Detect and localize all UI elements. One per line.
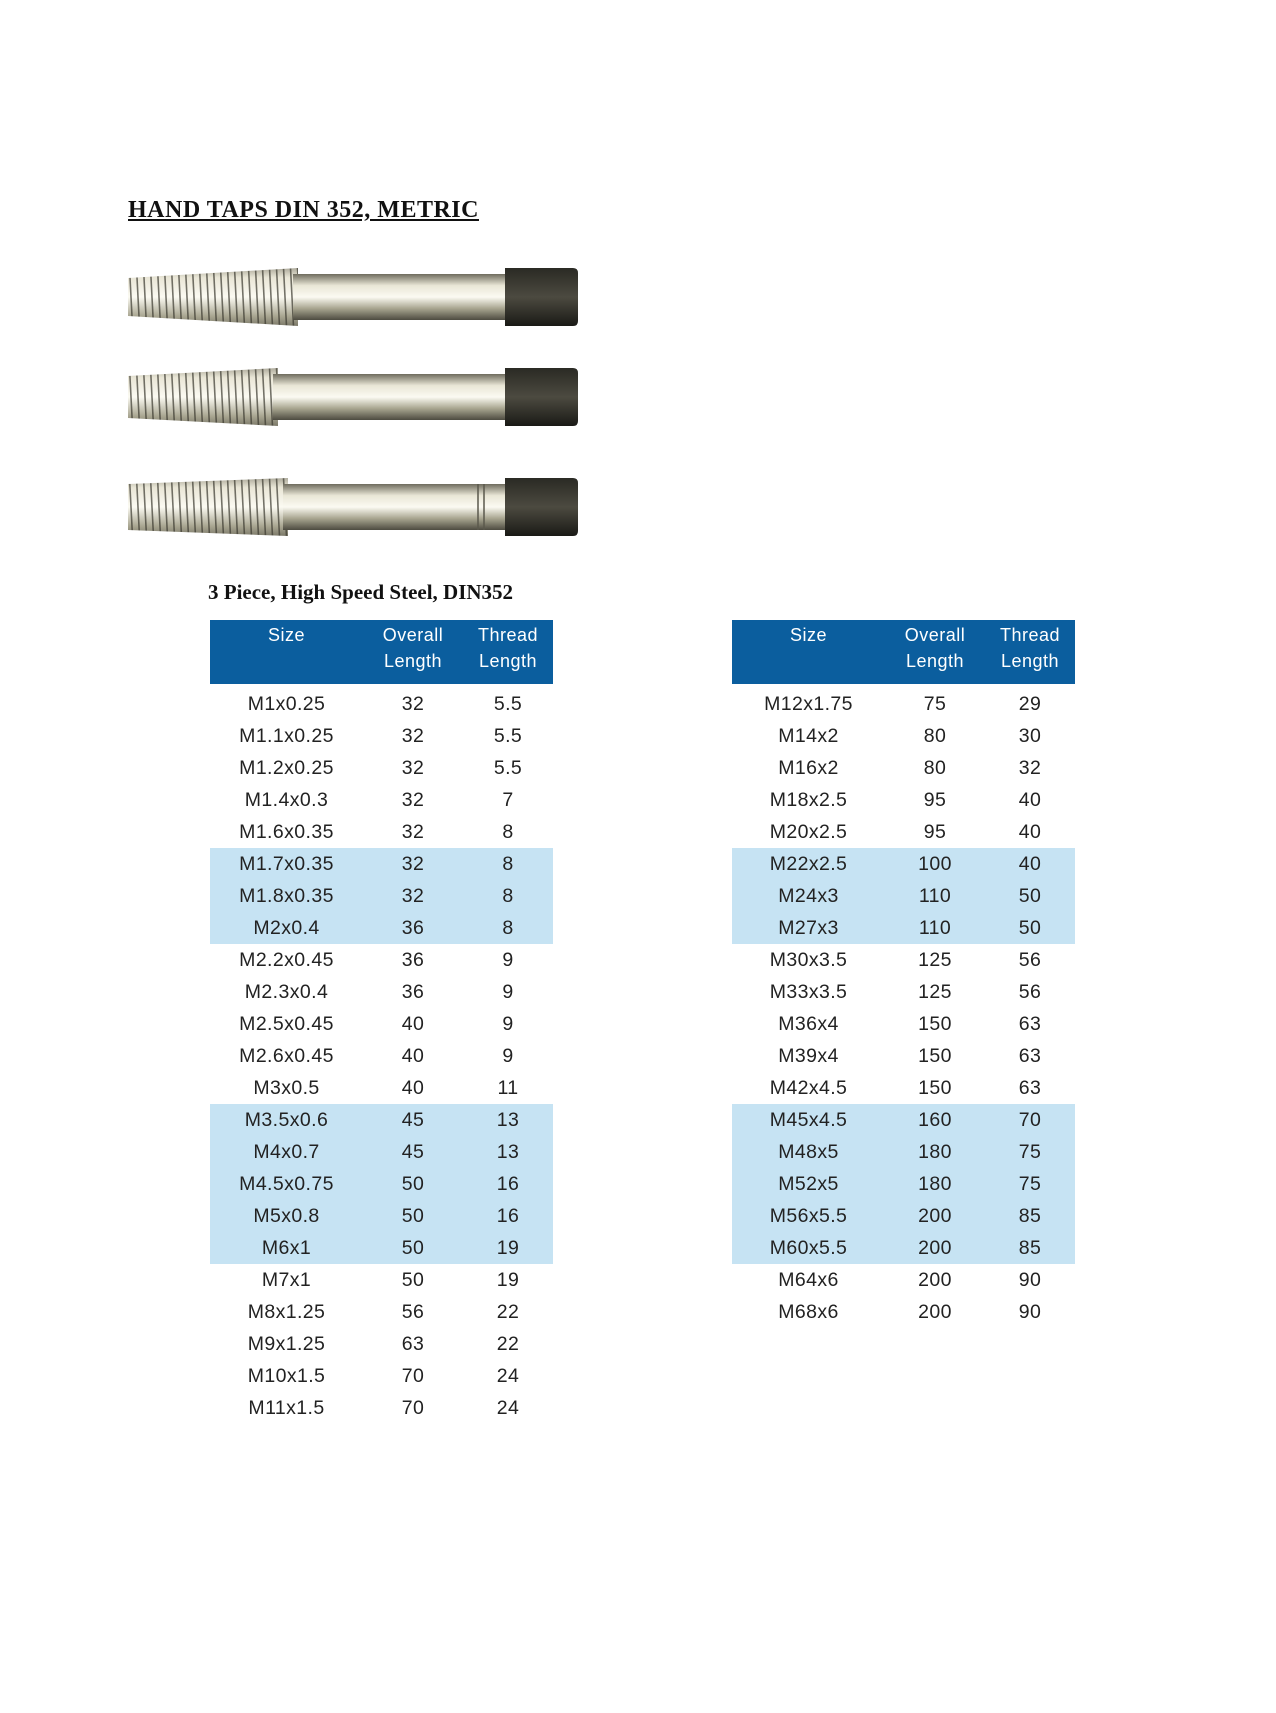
thread-length-cell: 40 [1018,788,1042,811]
size-cell: M4.5x0.75 [210,1168,363,1200]
overall-length-cell: 80 [923,756,947,779]
thread-length-cell: 24 [496,1396,520,1419]
table-row [210,1072,553,1104]
thread-length-cell: 85 [985,1232,1075,1264]
table-row [210,688,553,720]
table-row [732,848,1075,880]
overall-length-cell: 150 [918,1012,952,1035]
overall-length-cell: 36 [363,912,463,944]
table-row [732,1296,1075,1328]
overall-length-cell: 45 [363,1104,463,1136]
thread-length-cell: 8 [463,848,553,880]
size-cell: M5x0.8 [210,1200,363,1232]
size-cell: M2.3x0.4 [244,980,329,1003]
size-cell: M18x2.5 [769,788,848,811]
size-header: Size [732,620,885,684]
thread-length-cell: 9 [502,980,514,1003]
overall-length-cell: 95 [923,788,947,811]
table-row [210,1232,553,1264]
thread-length-cell: 63 [1018,1012,1042,1035]
overall-length-cell: 200 [885,1200,985,1232]
table-row [210,1040,553,1072]
overall-length-header: Overall Length [885,620,985,684]
thread-length-header: Thread Length [985,620,1075,684]
thread-length-header: Thread Length [463,620,553,684]
thread-length-cell: 7 [502,788,514,811]
overall-length-cell: 200 [885,1232,985,1264]
size-cell: M16x2 [778,756,839,779]
size-cell: M42x4.5 [769,1076,848,1099]
thread-length-cell: 50 [985,912,1075,944]
table-row [732,720,1075,752]
table-row [210,1200,553,1232]
table-row [210,1168,553,1200]
thread-length-cell: 5.5 [493,756,523,779]
size-cell: M36x4 [778,1012,839,1035]
table-row [732,976,1075,1008]
size-cell: M2.6x0.45 [239,1044,334,1067]
size-cell: M14x2 [778,724,839,747]
table-row [732,1232,1075,1264]
thread-length-cell: 8 [463,912,553,944]
table-row [732,688,1075,720]
overall-length-cell: 160 [885,1104,985,1136]
thread-length-cell: 16 [463,1168,553,1200]
overall-length-cell: 45 [363,1136,463,1168]
table-row [732,816,1075,848]
table-row [210,848,553,880]
thread-length-cell: 56 [1018,980,1042,1003]
table-row [210,752,553,784]
table-row [210,1328,553,1360]
thread-length-cell: 50 [985,880,1075,912]
size-cell: M52x5 [732,1168,885,1200]
overall-length-cell: 50 [401,1268,425,1291]
thread-length-cell: 9 [502,1012,514,1035]
size-cell: M68x6 [778,1300,839,1323]
size-cell: M24x3 [732,880,885,912]
table-row [210,1104,553,1136]
table-row [732,752,1075,784]
size-cell: M4x0.7 [210,1136,363,1168]
thread-length-cell: 9 [502,948,514,971]
overall-length-cell: 110 [885,912,985,944]
thread-length-cell: 24 [496,1364,520,1387]
thread-length-cell: 5.5 [493,724,523,747]
size-cell: M3x0.5 [253,1076,320,1099]
table-row [210,1264,553,1296]
thread-length-cell: 13 [463,1104,553,1136]
overall-length-cell: 32 [363,848,463,880]
table-header-row [732,620,1075,684]
table-row [210,784,553,816]
overall-length-cell: 36 [401,948,425,971]
size-cell: M1.1x0.25 [239,724,334,747]
thread-length-cell: 29 [1018,692,1042,715]
size-cell: M9x1.25 [247,1332,326,1355]
thread-length-cell: 63 [1018,1044,1042,1067]
thread-length-cell: 90 [1018,1268,1042,1291]
size-cell: M20x2.5 [769,820,848,843]
table-row [210,912,553,944]
table-row [732,1168,1075,1200]
overall-length-cell: 50 [363,1232,463,1264]
size-cell: M64x6 [778,1268,839,1291]
table-row [732,784,1075,816]
size-cell: M22x2.5 [732,848,885,880]
table-row [210,1008,553,1040]
overall-length-cell: 75 [923,692,947,715]
table-row [210,1392,553,1424]
size-cell: M30x3.5 [769,948,848,971]
overall-length-cell: 70 [401,1364,425,1387]
overall-length-cell: 95 [923,820,947,843]
size-cell: M1.2x0.25 [239,756,334,779]
thread-length-cell: 85 [985,1200,1075,1232]
size-cell: M2.5x0.45 [239,1012,334,1035]
size-cell: M2.2x0.45 [239,948,334,971]
thread-length-cell: 8 [502,820,514,843]
size-cell: M1.4x0.3 [244,788,329,811]
thread-length-cell: 56 [1018,948,1042,971]
overall-length-cell: 50 [363,1168,463,1200]
table-row [732,944,1075,976]
table-row [732,1040,1075,1072]
overall-length-cell: 36 [401,980,425,1003]
size-cell: M45x4.5 [732,1104,885,1136]
overall-length-cell: 32 [401,724,425,747]
overall-length-cell: 125 [918,980,952,1003]
overall-length-cell: 32 [401,692,425,715]
thread-length-cell: 8 [463,880,553,912]
size-cell: M11x1.5 [248,1396,325,1419]
overall-length-cell: 125 [918,948,952,971]
size-cell: M48x5 [732,1136,885,1168]
overall-length-cell: 200 [918,1300,952,1323]
size-cell: M1.8x0.35 [210,880,363,912]
overall-length-cell: 150 [918,1044,952,1067]
table-row [732,912,1075,944]
thread-length-cell: 70 [985,1104,1075,1136]
table-row [210,976,553,1008]
thread-length-cell: 22 [496,1300,520,1323]
table-row [732,1200,1075,1232]
thread-length-cell: 90 [1018,1300,1042,1323]
overall-length-cell: 56 [401,1300,425,1323]
overall-length-cell: 32 [363,880,463,912]
size-cell: M39x4 [778,1044,839,1067]
overall-length-cell: 70 [401,1396,425,1419]
thread-length-cell: 75 [985,1136,1075,1168]
page-title: HAND TAPS DIN 352, METRIC [128,197,479,223]
size-cell: M1.7x0.35 [210,848,363,880]
size-cell: M1x0.25 [247,692,326,715]
size-cell: M33x3.5 [769,980,848,1003]
thread-length-cell: 30 [1018,724,1042,747]
overall-length-cell: 40 [401,1012,425,1035]
table-row [732,1072,1075,1104]
overall-length-cell: 63 [401,1332,425,1355]
overall-length-cell: 200 [918,1268,952,1291]
table-row [210,1136,553,1168]
thread-length-cell: 19 [496,1268,520,1291]
thread-length-cell: 63 [1018,1076,1042,1099]
intermediate-tap-image [128,358,578,436]
size-header: Size [210,620,363,684]
size-cell: M60x5.5 [732,1232,885,1264]
overall-length-cell: 32 [401,756,425,779]
size-cell: M1.6x0.35 [239,820,334,843]
size-cell: M10x1.5 [247,1364,326,1387]
size-cell: M6x1 [210,1232,363,1264]
table-row [732,1008,1075,1040]
overall-length-header: Overall Length [363,620,463,684]
table-row [732,1264,1075,1296]
thread-length-cell: 40 [1018,820,1042,843]
overall-length-cell: 40 [401,1044,425,1067]
taper-tap-image [128,258,578,336]
overall-length-cell: 180 [885,1136,985,1168]
table-row [210,816,553,848]
overall-length-cell: 100 [885,848,985,880]
table-row [210,1296,553,1328]
overall-length-cell: 32 [401,820,425,843]
table-header-row [210,620,553,684]
size-cell: M7x1 [261,1268,312,1291]
thread-length-cell: 5.5 [493,692,523,715]
size-cell: M56x5.5 [732,1200,885,1232]
thread-length-cell: 75 [985,1168,1075,1200]
overall-length-cell: 50 [363,1200,463,1232]
table-row [210,944,553,976]
overall-length-cell: 80 [923,724,947,747]
thread-length-cell: 9 [502,1044,514,1067]
right-size-table [732,620,1075,1328]
table-row [210,880,553,912]
thread-length-cell: 16 [463,1200,553,1232]
thread-length-cell: 32 [1018,756,1042,779]
size-cell: M2x0.4 [210,912,363,944]
size-cell: M3.5x0.6 [210,1104,363,1136]
overall-length-cell: 32 [401,788,425,811]
overall-length-cell: 40 [401,1076,425,1099]
table-row [210,1360,553,1392]
bottoming-tap-image [128,468,578,546]
overall-length-cell: 180 [885,1168,985,1200]
table-row [732,1136,1075,1168]
thread-length-cell: 40 [985,848,1075,880]
table-row [210,720,553,752]
overall-length-cell: 150 [918,1076,952,1099]
table-row [732,1104,1075,1136]
thread-length-cell: 22 [496,1332,520,1355]
thread-length-cell: 11 [497,1076,519,1099]
table-subtitle: 3 Piece, High Speed Steel, DIN352 [208,580,514,604]
size-cell: M12x1.75 [764,692,853,715]
size-cell: M27x3 [732,912,885,944]
left-size-table [210,620,553,1424]
overall-length-cell: 110 [885,880,985,912]
thread-length-cell: 13 [463,1136,553,1168]
table-row [732,880,1075,912]
size-cell: M8x1.25 [247,1300,326,1323]
thread-length-cell: 19 [463,1232,553,1264]
